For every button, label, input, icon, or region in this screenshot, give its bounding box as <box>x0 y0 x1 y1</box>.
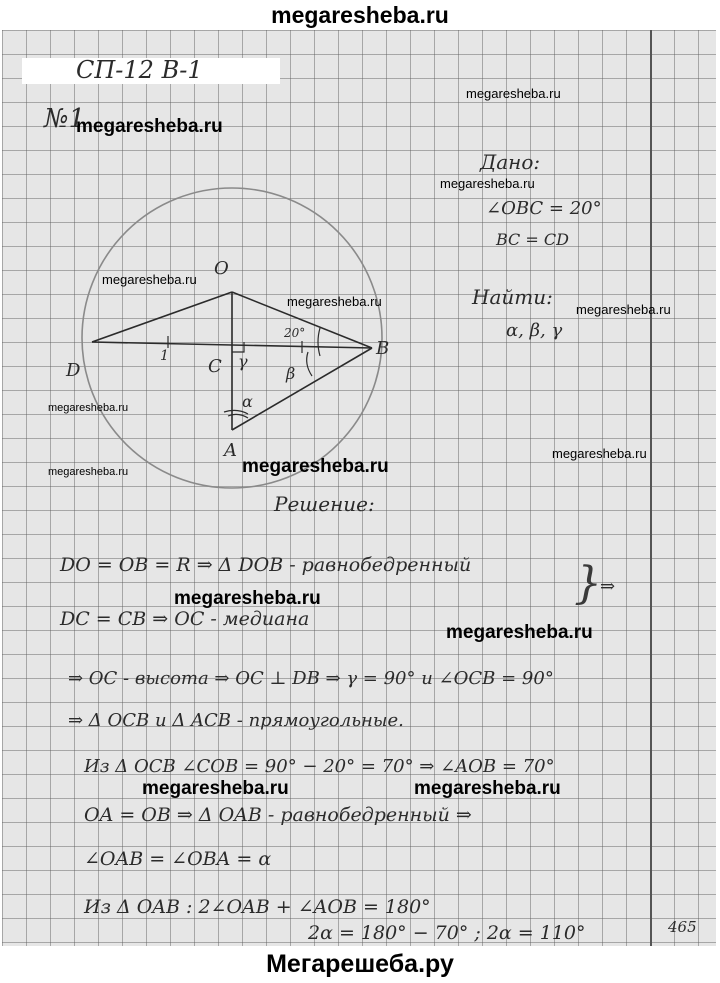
watermark: megaresheba.ru <box>174 588 321 609</box>
watermark: megaresheba.ru <box>142 778 289 799</box>
label-a: A <box>224 440 237 461</box>
watermark: megaresheba.ru <box>440 176 535 191</box>
watermark: megaresheba.ru <box>76 116 223 137</box>
watermark: megaresheba.ru <box>102 272 197 287</box>
label-o: O <box>214 258 229 279</box>
segment-do <box>92 292 232 342</box>
solution-line-1: DO = OB = R ⇒ Δ DOB - равнобедренный <box>60 554 472 576</box>
find-items: α, β, γ <box>506 320 563 341</box>
brace-arrow: ⇒ <box>600 576 616 597</box>
label-gamma: γ <box>238 352 248 371</box>
label-angle-20: 20° <box>284 326 306 340</box>
notebook-page <box>2 30 716 946</box>
solution-line-5: Из Δ OCB ∠COB = 90° − 20° = 70° ⇒ ∠AOB = 70° <box>84 756 555 777</box>
find-title: Найти: <box>472 285 553 309</box>
given-title: Дано: <box>480 150 541 174</box>
solution-line-6: OA = OB ⇒ Δ OAB - равнобедренный ⇒ <box>84 804 472 826</box>
site-banner-bottom: Мегарешеба.ру <box>266 950 454 978</box>
solution-line-7: ∠OAB = ∠OBA = α <box>84 848 272 870</box>
solution-line-9: 2α = 180° − 70° ; 2α = 110° <box>308 922 586 944</box>
label-alpha: α <box>242 392 253 411</box>
right-angle-mark <box>232 342 244 352</box>
page-number: 465 <box>668 918 697 936</box>
watermark: megaresheba.ru <box>48 402 129 414</box>
worksheet-header: СП-12 В-1 <box>76 56 203 84</box>
given-line-1: ∠OBC = 20° <box>486 198 602 219</box>
label-b: B <box>376 338 390 359</box>
watermark: megaresheba.ru <box>242 456 389 477</box>
watermark: megaresheba.ru <box>48 466 129 478</box>
given-line-2: BC = CD <box>496 230 569 249</box>
watermark: megaresheba.ru <box>414 778 561 799</box>
watermark: megaresheba.ru <box>466 86 561 101</box>
label-c: C <box>208 356 222 377</box>
brace: } <box>574 558 602 609</box>
label-beta: β <box>286 364 296 383</box>
watermark: megaresheba.ru <box>576 302 671 317</box>
watermark: megaresheba.ru <box>287 294 382 309</box>
site-banner-top: megaresheba.ru <box>271 1 449 28</box>
solution-title: Решение: <box>274 492 375 516</box>
solution-line-3: ⇒ OC - высота ⇒ OC ⊥ DB ⇒ γ = 90° и ∠OCB = 90° <box>68 668 554 689</box>
watermark: megaresheba.ru <box>552 446 647 461</box>
angle-20-arc <box>318 328 320 356</box>
solution-line-4: ⇒ Δ OCB и Δ ACB - прямоугольные. <box>68 710 404 731</box>
segment-ab <box>232 348 372 430</box>
solution-line-2: DC = CB ⇒ OC - медиана <box>60 608 310 630</box>
beta-arc <box>307 352 312 376</box>
solution-line-8: Из Δ OAB : 2∠OAB + ∠AOB = 180° <box>84 896 431 918</box>
watermark: megaresheba.ru <box>446 622 593 643</box>
problem-number: №1 <box>44 104 86 134</box>
label-d: D <box>66 360 81 381</box>
alpha-arc-2 <box>228 414 248 418</box>
label-one: 1 <box>160 348 169 364</box>
